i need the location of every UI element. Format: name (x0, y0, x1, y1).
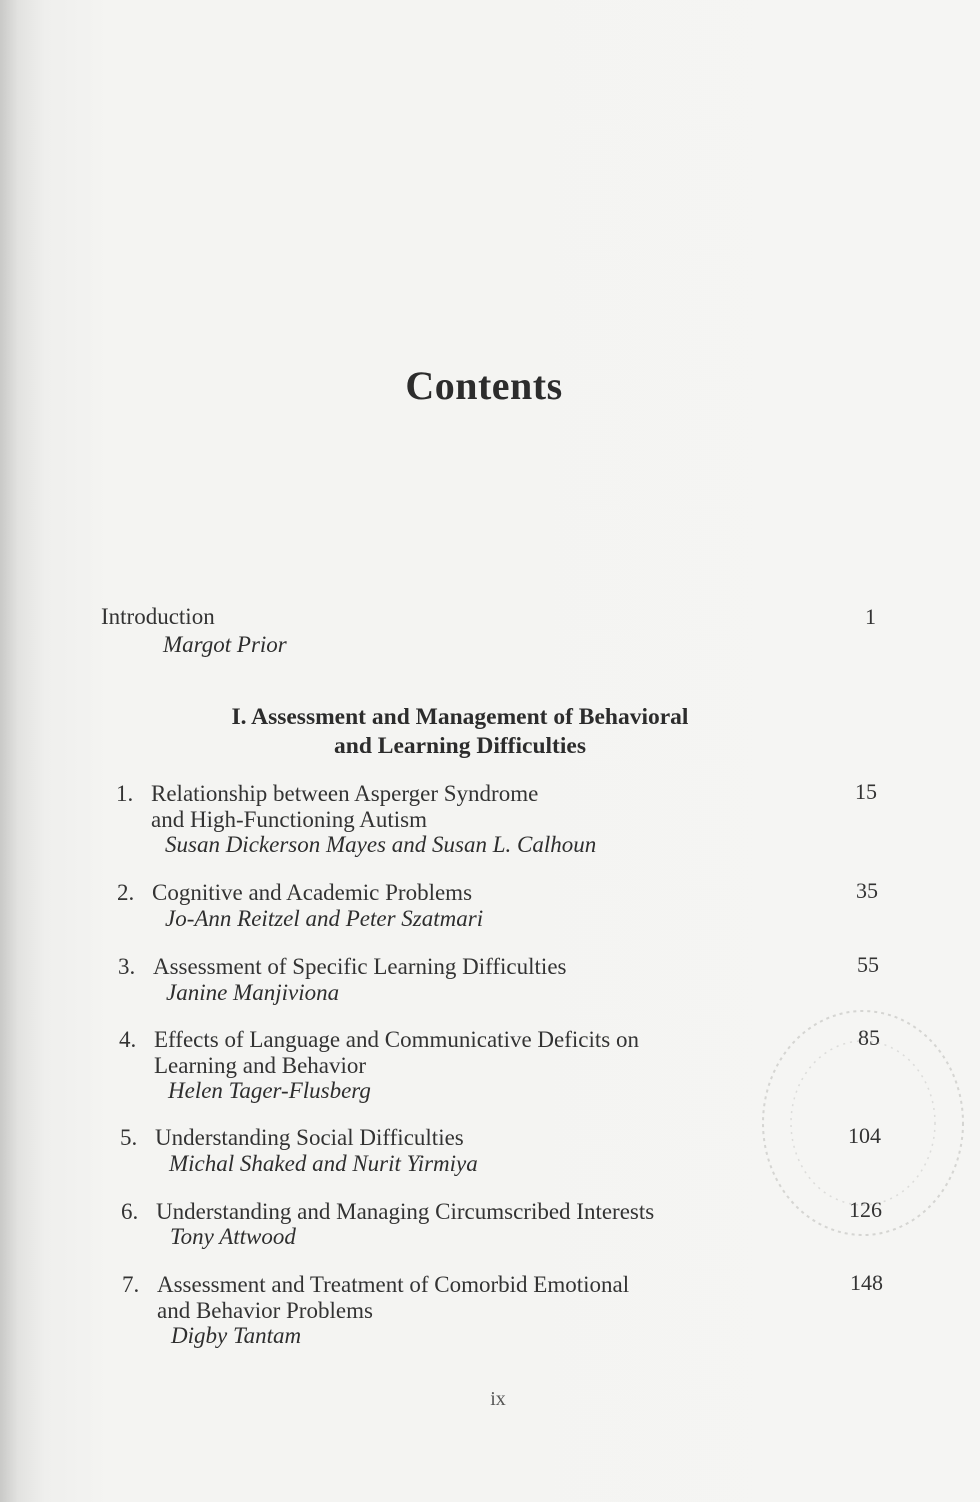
chapter-page: 148 (850, 1270, 883, 1295)
page-title: Contents (405, 363, 563, 408)
chapter-number: 3. (118, 954, 136, 979)
chapter-author: Janine Manjiviona (166, 980, 340, 1005)
introduction-title: Introduction (101, 604, 215, 629)
chapter-page: 126 (849, 1197, 882, 1222)
chapter-title-line: Assessment and Treatment of Comorbid Emotional (157, 1272, 630, 1297)
chapter-page: 55 (857, 952, 879, 977)
chapter-title-line: Cognitive and Academic Problems (152, 880, 473, 905)
chapter-title-line: and High-Functioning Autism (151, 807, 427, 832)
chapter-author: Digby Tantam (171, 1323, 302, 1348)
chapter-author: Tony Attwood (170, 1224, 296, 1249)
chapter-number: 6. (121, 1199, 139, 1224)
introduction-author: Margot Prior (163, 632, 287, 657)
chapter-title-line: Effects of Language and Communicative Deficits on (154, 1027, 639, 1052)
chapter-title-line: Assessment of Specific Learning Difficulties (153, 954, 567, 979)
chapter-author: Michal Shaked and Nurit Yirmiya (169, 1151, 478, 1176)
part-heading-line-1: I. Assessment and Management of Behavioral (231, 704, 689, 730)
chapter-page: 35 (856, 878, 878, 903)
chapter-author: Helen Tager-Flusberg (168, 1078, 371, 1103)
chapter-title-line: Understanding Social Difficulties (155, 1125, 464, 1150)
chapter-number: 5. (120, 1125, 138, 1150)
chapter-page: 104 (848, 1123, 881, 1148)
chapter-page: 15 (855, 779, 877, 804)
chapter-title-line: Relationship between Asperger Syndrome (151, 781, 539, 806)
page-number: ix (490, 1388, 506, 1410)
introduction-page: 1 (865, 604, 876, 629)
chapter-title-line: Understanding and Managing Circumscribed Interests (156, 1199, 655, 1224)
part-heading-line-2: and Learning Difficulties (334, 733, 586, 759)
chapter-number: 1. (116, 781, 134, 806)
chapter-number: 7. (122, 1272, 140, 1297)
library-stamp (738, 998, 968, 1248)
chapter-number: 2. (117, 880, 135, 905)
chapter-page: 85 (858, 1025, 880, 1050)
part-heading (150, 703, 770, 761)
chapter-title-line: and Behavior Problems (157, 1298, 373, 1323)
chapter-number: 4. (119, 1027, 137, 1052)
chapter-title-line: Learning and Behavior (154, 1053, 367, 1078)
chapter-author: Susan Dickerson Mayes and Susan L. Calhoun (165, 832, 597, 857)
chapter-author: Jo-Ann Reitzel and Peter Szatmari (165, 906, 484, 931)
